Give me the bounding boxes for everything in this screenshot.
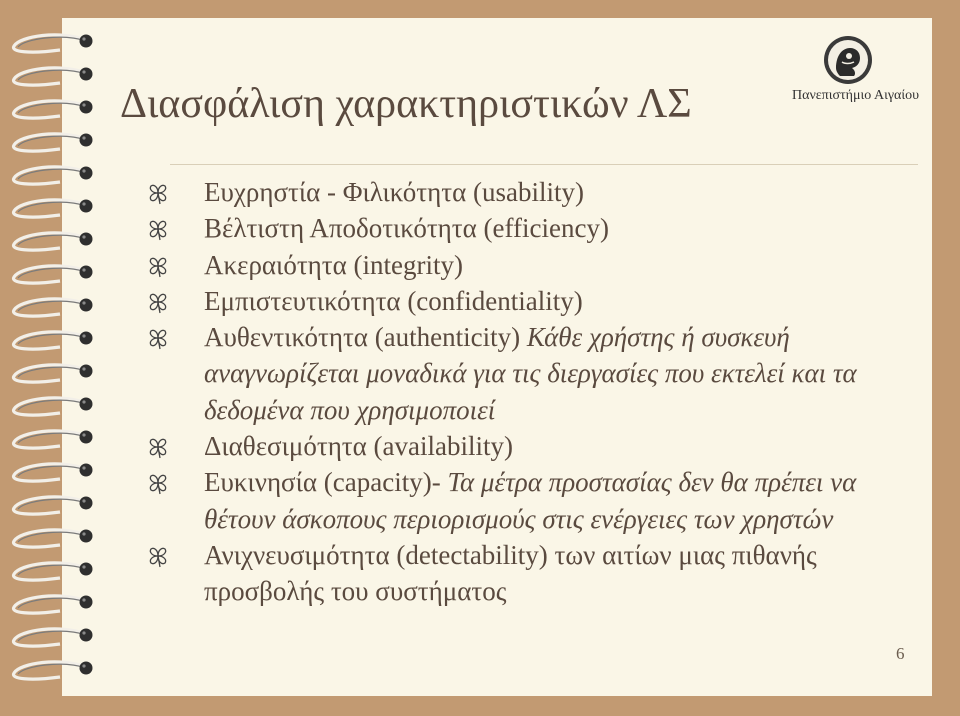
spiral-ring <box>13 332 92 350</box>
slide-title: Διασφάλιση χαρακτηριστικών ΛΣ <box>120 81 692 127</box>
bullet-item-capacity: Ευκινησία (capacity)- Τα μέτρα προστασίας δεν θα πρέπει να θέτουν άσκοπους περιορισμούς στις ενέργειες των χρηστών <box>146 464 886 537</box>
bullet-item-confidentiality: Εμπιστευτικότητα (confidentiality) <box>146 283 886 319</box>
spiral-ring <box>13 431 92 449</box>
university-seal-logo <box>822 34 874 86</box>
spiral-ring <box>13 68 92 86</box>
spiral-ring <box>13 299 92 317</box>
four-leaf-bullet-icon <box>146 471 170 495</box>
four-leaf-bullet-icon <box>146 290 170 314</box>
spiral-ring <box>13 662 92 680</box>
four-leaf-bullet-icon <box>146 435 170 459</box>
spiral-ring <box>13 200 92 218</box>
four-leaf-bullet-icon <box>146 181 170 205</box>
logo-caption: Πανεπιστήμιο Αιγαίου <box>792 88 920 103</box>
spiral-ring <box>13 365 92 383</box>
spiral-ring <box>13 530 92 548</box>
title-divider <box>170 164 918 165</box>
bullet-item-efficiency: Βέλτιστη Αποδοτικότητα (efficiency) <box>146 210 886 246</box>
spiral-ring <box>13 266 92 284</box>
four-leaf-bullet-icon <box>146 254 170 278</box>
spiral-binding <box>0 0 130 716</box>
spiral-ring <box>13 233 92 251</box>
spiral-ring <box>13 596 92 614</box>
four-leaf-bullet-icon <box>146 544 170 568</box>
four-leaf-bullet-icon <box>146 217 170 241</box>
bullet-item-detectability: Ανιχνευσιμότητα (detectability) των αιτίων μιας πιθανής προσβολής του συστήματος <box>146 537 886 610</box>
spiral-ring <box>13 101 92 119</box>
bullet-item-usability: Ευχρηστία - Φιλικότητα (usability) <box>146 174 886 210</box>
bullet-item-availability: Διαθεσιμότητα (availability) <box>146 428 886 464</box>
spiral-ring <box>13 464 92 482</box>
page-number: 6 <box>896 644 905 663</box>
bullet-list <box>146 174 886 610</box>
spiral-ring <box>13 398 92 416</box>
spiral-ring <box>13 134 92 152</box>
spiral-ring <box>13 35 92 53</box>
spiral-ring <box>13 629 92 647</box>
bullet-item-authenticity: Αυθεντικότητα (authenticity) Κάθε χρήστης ή συσκευή αναγνωρίζεται μοναδικά για τις διεργασίες που εκτελεί και τα δεδομένα που χρησιμοποιεί <box>146 319 886 428</box>
bullet-item-integrity: Ακεραιότητα (integrity) <box>146 247 886 283</box>
four-leaf-bullet-icon <box>146 326 170 350</box>
spiral-ring <box>13 497 92 515</box>
spiral-ring <box>13 563 92 581</box>
spiral-ring <box>13 167 92 185</box>
